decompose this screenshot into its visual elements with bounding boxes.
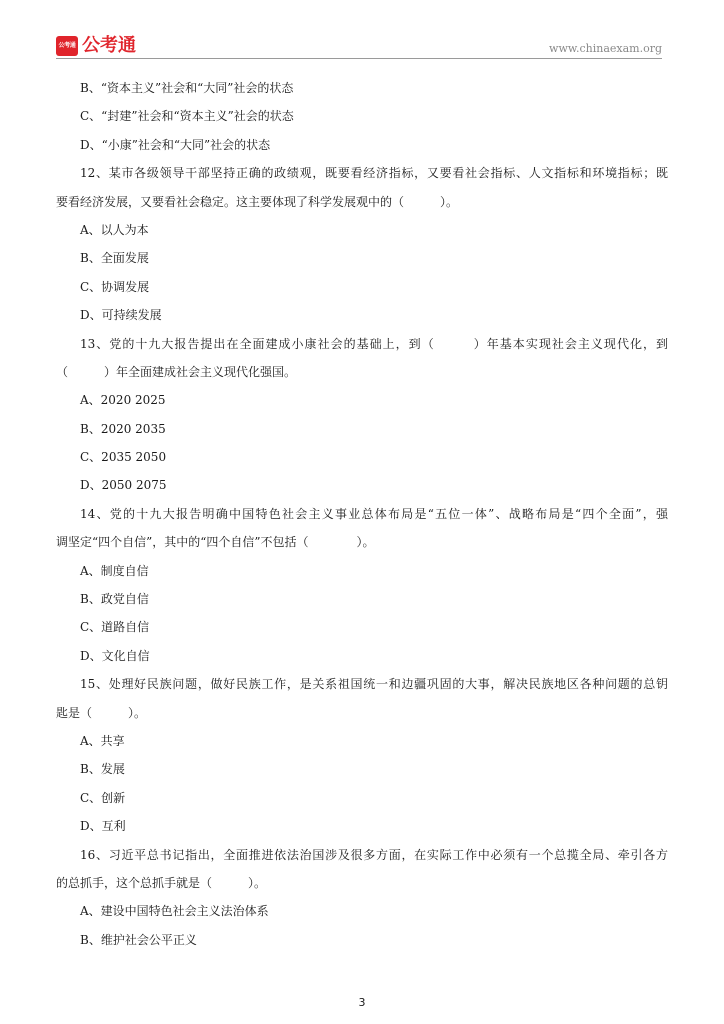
question-12-stem: 12、某市各级领导干部坚持正确的政绩观，既要看经济指标，又要看社会指标、人文指标和环境指标；既 bbox=[80, 166, 668, 181]
question-16-stem-cont: 的总抓手，这个总抓手就是（ ）。 bbox=[56, 875, 267, 890]
option-line: B、政党自信 bbox=[80, 592, 149, 607]
option-line: A、建设中国特色社会主义法治体系 bbox=[80, 904, 269, 919]
question-15-stem-cont: 匙是（ ）。 bbox=[56, 705, 147, 720]
option-line: C、道路自信 bbox=[80, 620, 150, 635]
question-16-stem: 16、习近平总书记指出，全面推进依法治国涉及很多方面，在实际工作中必须有一个总揽全局、牵引各方 bbox=[80, 847, 668, 862]
header-divider bbox=[56, 58, 662, 59]
option-line: C、创新 bbox=[80, 790, 126, 805]
option-line: A、以人为本 bbox=[80, 222, 149, 237]
page-number: 3 bbox=[358, 996, 366, 1009]
option-line: C、“封建”社会和“资本主义”社会的状态 bbox=[80, 109, 294, 124]
question-15-stem: 15、处理好民族问题，做好民族工作，是关系祖国统一和边疆巩固的大事，解决民族地区各种问题的总钥 bbox=[80, 677, 668, 692]
option-line: D、文化自信 bbox=[80, 648, 150, 663]
site-url: www.chinaexam.org bbox=[549, 42, 662, 55]
option-line: A、共享 bbox=[80, 733, 125, 748]
logo-text: 公考通 bbox=[82, 35, 136, 56]
option-line: D、“小康”社会和“大同”社会的状态 bbox=[80, 137, 271, 152]
option-line: D、互利 bbox=[80, 819, 126, 834]
logo bbox=[56, 36, 136, 56]
question-13-stem-cont: （ ）年全面建成社会主义现代化强国。 bbox=[56, 364, 297, 379]
document-body bbox=[56, 74, 668, 954]
question-14-stem: 14、党的十九大报告明确中国特色社会主义事业总体布局是“五位一体”、战略布局是“四个全面”，强 bbox=[80, 506, 668, 521]
option-line: B、“资本主义”社会和“大同”社会的状态 bbox=[80, 81, 294, 95]
option-line: B、发展 bbox=[80, 762, 125, 777]
option-line: A、2020 2025 bbox=[80, 393, 166, 408]
page-header bbox=[56, 32, 662, 60]
option-line: D、2050 2075 bbox=[80, 478, 167, 493]
question-14-stem-cont: 调坚定“四个自信”，其中的“四个自信”不包括（ ）。 bbox=[56, 535, 375, 550]
option-line: A、制度自信 bbox=[80, 563, 149, 578]
option-line: B、维护社会公平正义 bbox=[80, 932, 197, 947]
option-line: B、全面发展 bbox=[80, 251, 149, 266]
option-line: C、2035 2050 bbox=[80, 450, 167, 465]
question-12-stem-cont: 要看经济发展，又要看社会稳定。这主要体现了科学发展观中的（ ）。 bbox=[56, 194, 459, 209]
option-line: D、可持续发展 bbox=[80, 308, 162, 323]
question-13-stem: 13、党的十九大报告提出在全面建成小康社会的基础上，到（ ）年基本实现社会主义现代化，到 bbox=[80, 336, 668, 351]
logo-badge: 公考通 bbox=[56, 36, 78, 56]
option-line: C、协调发展 bbox=[80, 279, 150, 294]
option-line: B、2020 2035 bbox=[80, 421, 166, 436]
